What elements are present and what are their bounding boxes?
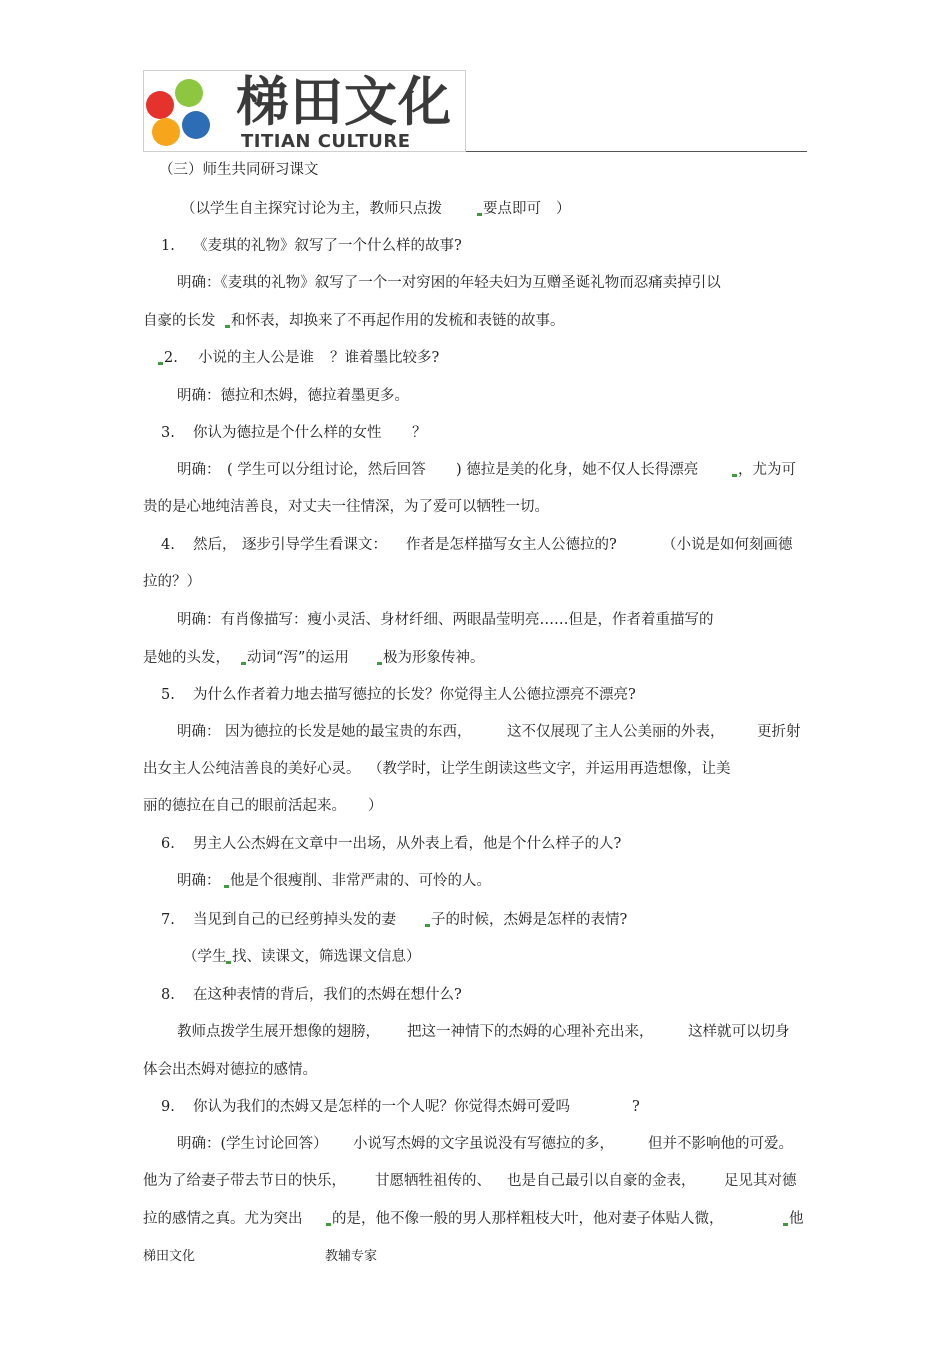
answer-text: 自豪的长发 [143, 313, 216, 329]
instruction-text: （学生 [183, 949, 227, 965]
annotation-mark [377, 662, 382, 665]
instruction-text: （以学生自主探究讨论为主，教师只点拨 [181, 201, 442, 217]
answer-text: 把这一神情下的杰姆的心理补充出来， [407, 1024, 654, 1040]
answer-text: 极为形象传神。 [376, 648, 485, 668]
answer-text: 拉的感情之真。尤为突出 [143, 1211, 303, 1227]
answer-text: 这不仅展现了主人公美丽的外表， [507, 724, 725, 740]
instruction-text: 要点即可 [476, 199, 541, 219]
question-text: 当见到自己的已经剪掉头发的妻 [193, 912, 396, 928]
annotation-mark [326, 1223, 331, 1226]
answer-text: 明确：《麦琪的礼物》叙写了一个一对穷困的年轻夫妇为互赠圣诞礼物而忍痛卖掉引以 [177, 275, 721, 291]
question-number: 2. [157, 348, 178, 368]
answer-text: 动词“泻”的运用 [240, 648, 349, 668]
logo-flower-icon [144, 75, 218, 149]
answer-text: 但并不影响他的可爱。 [648, 1136, 793, 1152]
question-text: 在这种表情的背后，我们的杰姆在想什么? [193, 987, 462, 1003]
annotation-mark [425, 924, 430, 927]
question-text: 《麦琪的礼物》叙写了一个什么样的故事? [193, 238, 462, 254]
question-text: 然后， [193, 537, 237, 553]
answer-text: 和怀表，却换来了不再起作用的发梳和表链的故事。 [224, 311, 565, 331]
answer-text: 也是自己最引以自豪的金表， [507, 1173, 696, 1189]
section-heading: （三）师生共同研习课文 [159, 162, 319, 178]
answer-text: ） [368, 798, 383, 814]
answer-text: 他 [782, 1209, 804, 1229]
answer-text: 出女主人公纯洁善良的美好心灵。 [143, 761, 361, 777]
logo-subtitle: TITIAN CULTURE [241, 131, 411, 152]
question-text: ? [632, 1099, 640, 1115]
question-number: 8. [161, 987, 175, 1003]
answer-text: 更折射 [757, 724, 801, 740]
question-text: （小说是如何刻画德 [662, 537, 793, 553]
answer-text: 他是个很瘦削、非常严肃的、可怜的人。 [223, 871, 491, 891]
answer-text: 这样就可以切身 [688, 1024, 790, 1040]
question-text: 为什么作者着力地去描写德拉的长发？你觉得主人公德拉漂亮不漂亮? [193, 687, 636, 703]
answer-text: ) 德拉是美的化身，她不仅人长得漂亮 [456, 462, 699, 478]
answer-text: ，尤为可 [731, 460, 796, 480]
question-number: 7. [161, 912, 175, 928]
logo-title: 梯田文化 [236, 72, 452, 133]
annotation-mark [783, 1223, 788, 1226]
question-text: ？谁着墨比较多? [330, 350, 440, 366]
question-number: 1. [161, 238, 175, 254]
question-text: 拉的？） [143, 574, 201, 590]
logo-petal-green [175, 79, 203, 107]
answer-text: 明确：有肖像描写：瘦小灵活、身材纤细、两眼晶莹明亮……但是，作者着重描写的 [177, 612, 714, 628]
question-text: 你认为德拉是个什么样的女性 [193, 425, 382, 441]
instruction-text: 找、读课文，筛选课文信息） [225, 947, 421, 967]
question-text: ？ [412, 425, 427, 441]
question-number: 5. [161, 687, 175, 703]
annotation-mark [224, 885, 229, 888]
answer-text: 明确： [177, 873, 221, 889]
instruction-text: ） [556, 201, 571, 217]
question-number: 9. [161, 1099, 175, 1115]
answer-text: 明确： [177, 724, 221, 740]
footer-tagline: 教辅专家 [325, 1249, 378, 1264]
answer-text: 因为德拉的长发是她的最宝贵的东西， [225, 724, 472, 740]
logo [143, 70, 466, 152]
question-text: 你认为我们的杰姆又是怎样的一个人呢？你觉得杰姆可爱吗 [193, 1099, 570, 1115]
footer-brand: 梯田文化 [143, 1249, 196, 1264]
answer-text: 体会出杰姆对德拉的感情。 [143, 1062, 317, 1078]
question-text: 男主人公杰姆在文章中一出场，从外表上看，他是个什么样子的人? [193, 836, 622, 852]
header-rule [466, 151, 807, 152]
answer-text: 他为了给妻子带去节日的快乐， [143, 1173, 346, 1189]
answer-text: 明确：德拉和杰姆，德拉着墨更多。 [177, 388, 409, 404]
answer-text: 是她的头发， [143, 650, 230, 666]
logo-petal-blue [182, 111, 210, 139]
logo-petal-orange [152, 118, 180, 146]
answer-text: 足见其对德 [724, 1173, 797, 1189]
question-text: 子的时候，杰姆是怎样的表情? [424, 910, 627, 930]
answer-text: 的是，他不像一般的男人那样粗枝大叶，他对妻子体贴人微， [325, 1209, 724, 1229]
question-text: 小说的主人公是谁 [198, 350, 314, 366]
annotation-mark [477, 213, 482, 216]
answer-text: ( 学生可以分组讨论，然后回答 [227, 462, 426, 478]
logo-petal-red [146, 91, 174, 119]
annotation-mark [226, 961, 231, 964]
answer-text: （教学时，让学生朗读这些文字，并运用再造想像，让美 [368, 761, 731, 777]
answer-text: 明确：(学生讨论回答） [177, 1136, 328, 1152]
question-number: 3. [161, 425, 175, 441]
answer-text: 甘愿牺牲祖传的、 [375, 1173, 491, 1189]
annotation-mark [158, 362, 163, 365]
question-number: 6. [161, 836, 175, 852]
annotation-mark [732, 474, 737, 477]
question-text: 逐步引导学生看课文： [242, 537, 387, 553]
answer-text: 丽的德拉在自己的眼前活起来。 [143, 798, 346, 814]
answer-text: 教师点拨学生展开想像的翅膀， [177, 1024, 380, 1040]
answer-text: 小说写杰姆的文字虽说没有写德拉的多， [353, 1136, 614, 1152]
question-text: 作者是怎样描写女主人公德拉的? [406, 537, 617, 553]
annotation-mark [241, 662, 246, 665]
answer-text: 明确： [177, 462, 221, 478]
question-number: 4. [161, 537, 175, 553]
annotation-mark [225, 325, 230, 328]
answer-text: 贵的是心地纯洁善良，对丈夫一往情深，为了爱可以牺牲一切。 [143, 499, 549, 515]
